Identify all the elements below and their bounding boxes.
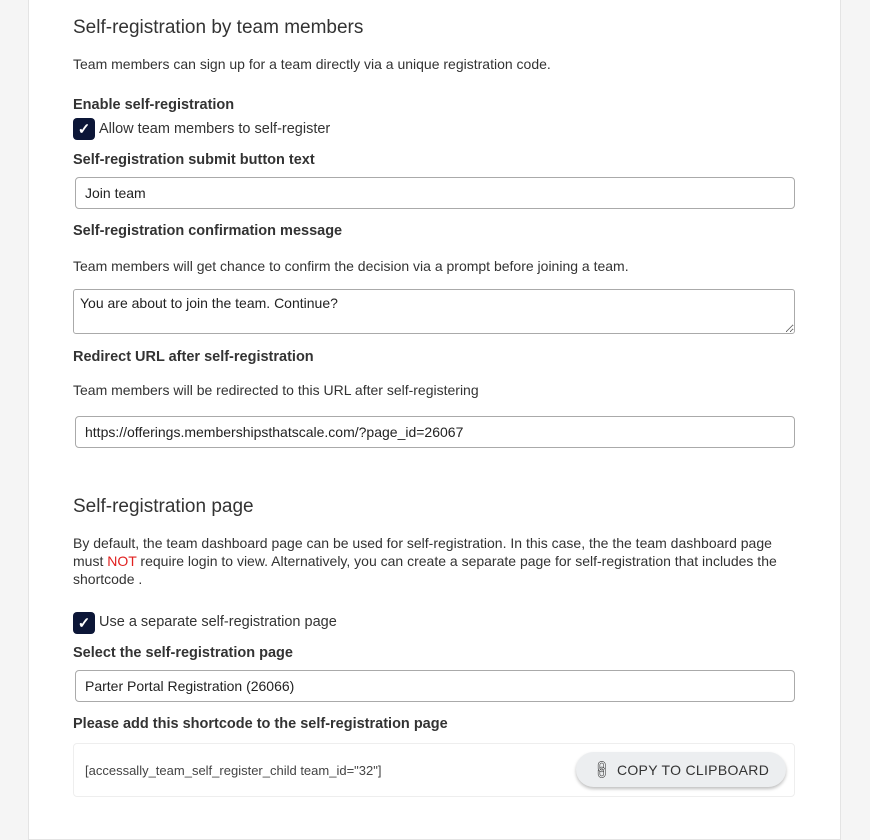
- section-title-self-registration: Self-registration by team members: [73, 17, 364, 38]
- para-text: require login to view. Alternatively, you can create a separate page for self-registration that includes the shortcode .: [73, 553, 777, 587]
- copy-button-label: COPY TO CLIPBOARD: [616, 761, 770, 778]
- allow-self-register-label[interactable]: Allow team members to self-register: [99, 121, 331, 137]
- para-text: By default, the team dashboard page can be used for self-registration. In this case, the the team dashboard page must: [73, 535, 772, 569]
- redirect-url-input[interactable]: https://offerings.membershipsthatscale.com/?page_id=26067: [75, 416, 795, 448]
- link-icon: 🔗︎: [589, 757, 614, 782]
- redirect-url-label: Redirect URL after self-registration: [73, 349, 314, 365]
- confirm-message-help: Team members will get chance to confirm the decision via a prompt before joining a team.: [73, 258, 629, 274]
- registration-page-description: [73, 534, 793, 588]
- separate-page-checkbox[interactable]: [73, 612, 95, 634]
- separate-page-label[interactable]: Use a separate self-registration page: [99, 614, 337, 630]
- shortcode-text: [accessally_team_self_register_child team_id="32"]: [85, 763, 382, 778]
- checkmark-icon: ✓: [77, 121, 91, 138]
- copy-to-clipboard-button[interactable]: [576, 752, 786, 787]
- select-page-dropdown[interactable]: Parter Portal Registration (26066): [75, 670, 795, 702]
- confirm-message-label: Self-registration confirmation message: [73, 223, 343, 239]
- allow-self-register-checkbox[interactable]: [73, 118, 95, 140]
- section-description: Team members can sign up for a team directly via a unique registration code.: [73, 56, 551, 72]
- shortcode-box: [73, 743, 795, 797]
- shortcode-label: Please add this shortcode to the self-registration page: [73, 716, 448, 732]
- checkmark-icon: ✓: [77, 615, 91, 632]
- submit-text-label: Self-registration submit button text: [73, 152, 315, 168]
- select-page-label: Select the self-registration page: [73, 645, 293, 661]
- redirect-url-help: Team members will be redirected to this URL after self-registering: [73, 382, 479, 398]
- confirm-message-textarea[interactable]: [73, 289, 795, 334]
- not-emphasis: NOT: [107, 553, 137, 569]
- enable-self-registration-label: Enable self-registration: [73, 97, 235, 113]
- section-title-registration-page: Self-registration page: [73, 496, 254, 517]
- submit-text-input[interactable]: Join team: [75, 177, 795, 209]
